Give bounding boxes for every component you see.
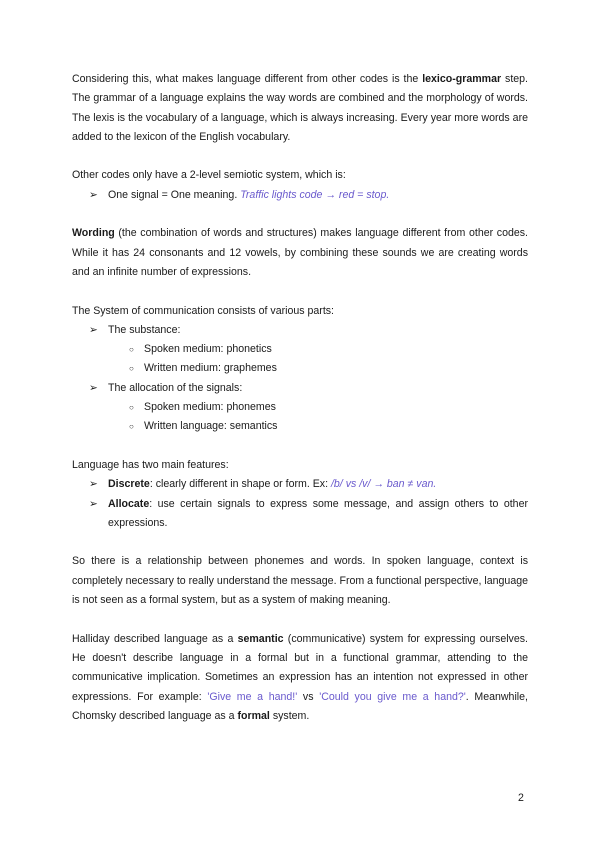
example-ban-van: /b/ vs /v/ → ban ≠ van.	[330, 478, 437, 491]
term-allocate: Allocate	[108, 497, 150, 510]
paragraph-lexico-grammar: Considering this, what makes language different from other codes is the lexico-grammar step. The grammar of a language explains the way words are combined and the morphology of words. The lexis is the vocabulary of a language, which is always increasing. Every year more words are added to the lexicon of the English vocabulary.	[72, 73, 528, 143]
example-traffic-lights: Traffic lights code → red = stop.	[240, 188, 390, 201]
term-semantic: semantic	[237, 632, 284, 645]
sub-bullet-item: ○ Written medium: graphemes	[72, 359, 528, 378]
sub-bullet-item: ○ Spoken medium: phonemes	[72, 398, 528, 417]
bullet-allocate: ➢ Allocate: use certain signals to express some message, and assign others to other expressions.	[72, 495, 528, 534]
sub-bullet-item: ○ Spoken medium: phonetics	[72, 340, 528, 359]
bullet-discrete: ➢ Discrete: clearly different in shape or form. Ex: /b/ vs /v/ → ban ≠ van.	[72, 475, 528, 494]
arrow-bullet-icon: ➢	[89, 323, 98, 336]
circle-bullet-icon: ○	[129, 364, 134, 374]
term-formal: formal	[237, 709, 270, 722]
circle-bullet-icon: ○	[129, 422, 134, 432]
paragraph-halliday: Halliday described language as a semantic (communicative) system for expressing ourselves. He doesn't describe language in a formal but in a functional grammar, attending to the communicative implication. Sometimes an expression has an intention not expressed in other expressions. For example: 'Give me a hand!' vs 'Could you give me a hand?'. Meanwhile, Chomsky described language as a formal system.	[72, 632, 528, 722]
page-number: 2	[518, 792, 524, 804]
term-lexico-grammar: lexico-grammar	[422, 73, 502, 85]
arrow-bullet-icon: ➢	[89, 478, 98, 491]
document-page	[72, 70, 528, 726]
bullet-allocation: ➢ The allocation of the signals:	[72, 379, 528, 398]
example-quote-2: 'Could you give me a hand?'	[319, 690, 466, 703]
arrow-bullet-icon: ➢	[89, 497, 98, 510]
paragraph-features-intro: Language has two main features:	[72, 458, 229, 471]
paragraph-semiotic-intro: Other codes only have a 2-level semiotic system, which is:	[72, 169, 346, 182]
circle-bullet-icon: ○	[129, 403, 134, 413]
paragraph-system-intro: The System of communication consists of various parts:	[72, 304, 335, 317]
term-wording: Wording	[72, 227, 115, 240]
sub-bullet-item: ○ Written language: semantics	[72, 417, 528, 436]
paragraph-wording: Wording (the combination of words and structures) makes language different from other codes. While it has 24 consonants and 12 vowels, by combining these sounds we are creating words and an infinite number of expressions.	[72, 227, 528, 278]
bullet-one-signal: ➢ One signal = One meaning. Traffic lights code → red = stop.	[72, 186, 528, 205]
bullet-substance: ➢ The substance:	[72, 321, 528, 340]
arrow-bullet-icon: ➢	[89, 188, 98, 201]
arrow-bullet-icon: ➢	[89, 381, 98, 394]
circle-bullet-icon: ○	[129, 345, 134, 355]
paragraph-phonemes-words: So there is a relationship between phonemes and words. In spoken language, context is completely necessary to really understand the message. From a functional perspective, language is not seen as a formal system, but as a system of making meaning.	[72, 555, 528, 607]
term-discrete: Discrete	[108, 478, 150, 491]
example-quote-1: 'Give me a hand!'	[207, 690, 298, 703]
